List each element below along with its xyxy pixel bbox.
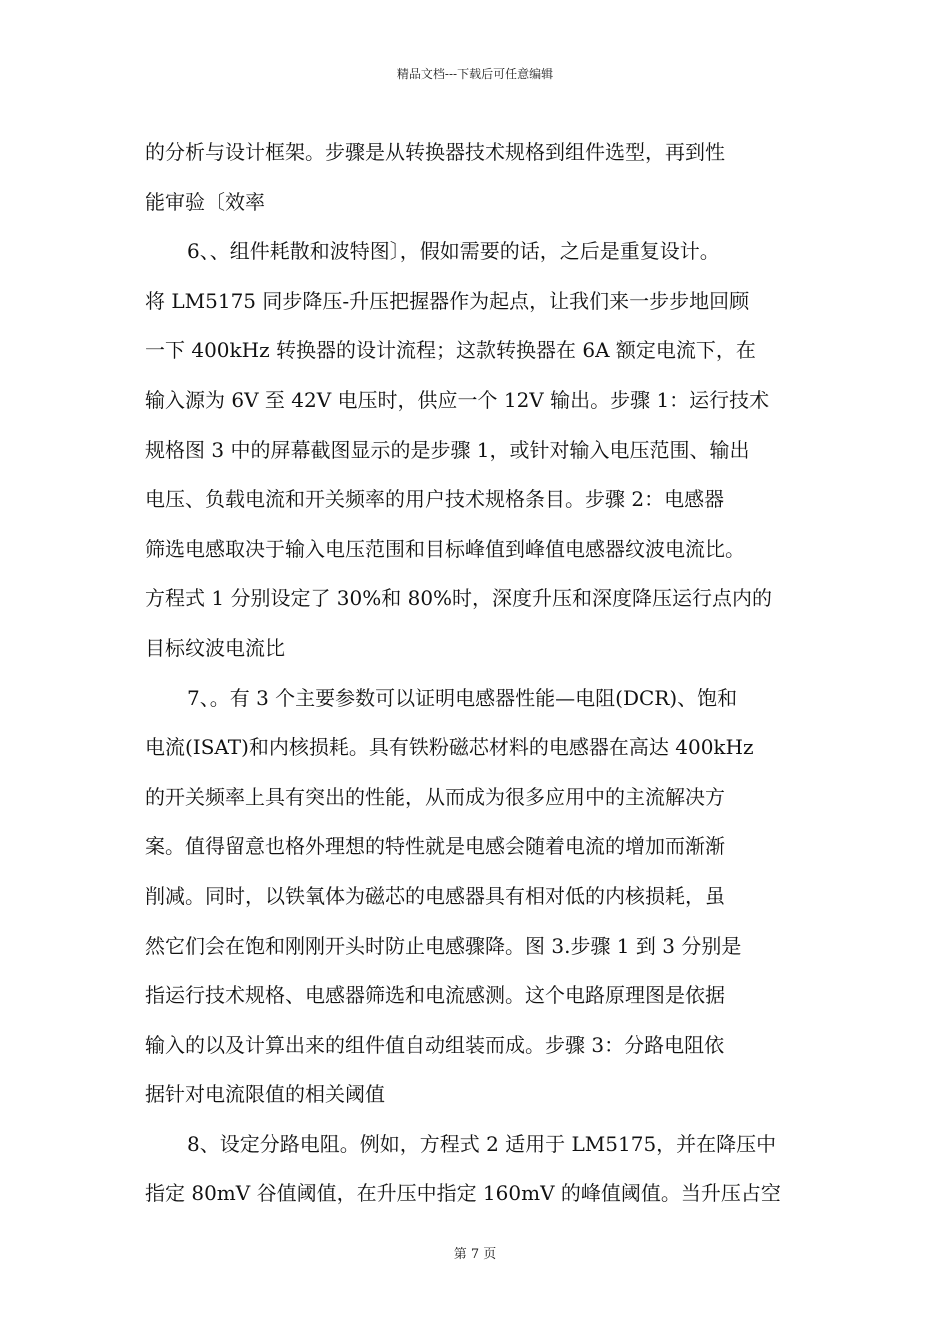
text-line: 案。值得留意也格外理想的特性就是电感会随着电流的增加而渐渐 [145,834,725,859]
text-line: 电流(ISAT)和内核损耗。具有铁粉磁芯材料的电感器在高达 400kHz [145,735,754,760]
text-line: 削减。同时，以铁氧体为磁芯的电感器具有相对低的内核损耗，虽 [145,883,725,908]
text-line: 的分析与设计框架。步骤是从转换器技术规格到组件选型，再到性 [145,140,725,164]
text-line: 输入的以及计算出来的组件值自动组装而成。步骤 3：分路电阻依 [145,1032,725,1057]
text-line: 指运行技术规格、电感器筛选和电流感测。这个电路原理图是依据 [145,983,725,1008]
text-line: 输入源为 6V 至 42V 电压时，供应一个 12V 输出。步骤 1：运行技术 [145,387,770,412]
text-line: 然它们会在饱和刚刚开头时防止电感骤降。图 3.步骤 1 到 3 分别是 [145,933,742,958]
page-header: 精品文档---下载后可任意编辑 [396,67,554,81]
text-line: 指定 80mV 谷值阈值，在升压中指定 160mV 的峰值阈值。当升压占空 [145,1181,781,1206]
text-line: 目标纹波电流比 [145,635,285,660]
paragraph-start-line: 6、、组件耗散和波特图〕，假如需要的话，之后是重复设计。 [187,239,720,264]
text-line: 能审验〔效率 [145,189,265,214]
text-line: 一下 400kHz 转换器的设计流程；这款转换器在 6A 额定电流下，在 [145,338,756,363]
text-line: 将 LM5175 同步降压-升压把握器作为起点，让我们来一步步地回顾 [145,288,750,313]
paragraph-start-line: 7、。有 3 个主要参数可以证明电感器性能—电阻(DCR)、饱和 [187,685,738,710]
page-number: 第 7 页 [453,1247,497,1262]
paragraph-start-line: 8、设定分路电阻。例如，方程式 2 适用于 LM5175，并在降压中 [187,1131,777,1156]
text-line: 筛选电感取决于输入电压范围和目标峰值到峰值电感器纹波电流比。 [145,536,745,561]
text-line: 规格图 3 中的屏幕截图显示的是步骤 1，或针对输入电压范围、输出 [145,437,750,462]
text-line: 方程式 1 分别设定了 30%和 80%时，深度升压和深度降压运行点内的 [145,586,773,611]
document-body [145,128,815,1219]
text-line: 的开关频率上具有突出的性能，从而成为很多应用中的主流解决方 [145,784,725,809]
text-line: 据针对电流限值的相关阈值 [145,1082,385,1107]
text-line: 电压、负载电流和开关频率的用户技术规格条目。步骤 2：电感器 [145,487,725,512]
